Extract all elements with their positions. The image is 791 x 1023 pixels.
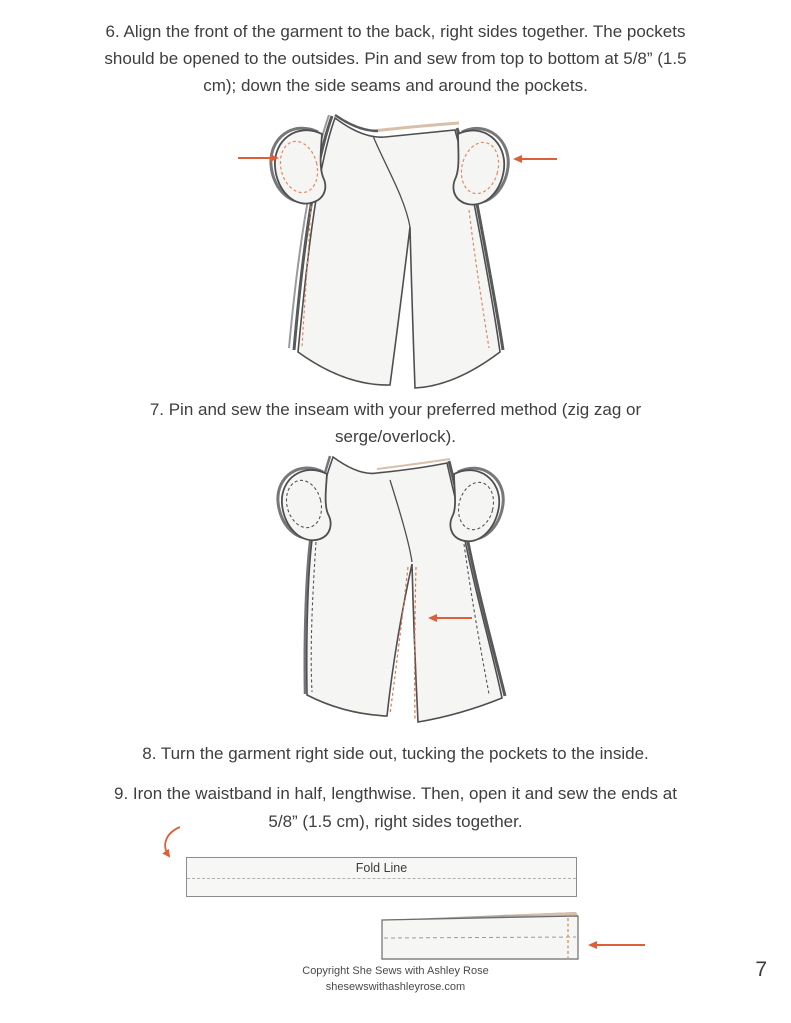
step-9-paragraph bbox=[0, 780, 791, 836]
copyright-line-2: shesewswithashleyrose.com bbox=[325, 981, 466, 993]
step-7-line-2: serge/overlock). bbox=[335, 427, 456, 446]
step-6-line-3: cm); down the side seams and around the pockets. bbox=[203, 76, 588, 95]
step-6-line-1: 6. Align the front of the garment to the back, right sides together. The pockets bbox=[105, 22, 686, 41]
step-6-paragraph bbox=[0, 18, 791, 99]
pants-pockets-out-diagram bbox=[213, 110, 583, 400]
step-8-paragraph bbox=[0, 740, 791, 767]
step-8-line-1: 8. Turn the garment right side out, tucking the pockets to the inside. bbox=[142, 744, 649, 763]
step-9-line-2: 5/8” (1.5 cm), right sides together. bbox=[268, 812, 523, 831]
copyright-line-1: Copyright She Sews with Ashley Rose bbox=[302, 965, 489, 977]
pants-inseam-diagram bbox=[232, 452, 577, 732]
fold-line-label: Fold Line bbox=[187, 858, 576, 879]
folded-waistband-diagram bbox=[378, 907, 658, 965]
copyright-block bbox=[0, 963, 791, 995]
step-7-paragraph bbox=[0, 396, 791, 450]
waistband-fold-line-diagram bbox=[186, 857, 577, 897]
step-9-line-1: 9. Iron the waistband in half, lengthwise. Then, open it and sew the ends at bbox=[114, 784, 677, 803]
step-7-line-1: 7. Pin and sew the inseam with your preferred method (zig zag or bbox=[149, 400, 642, 419]
page-number: 7 bbox=[755, 958, 767, 981]
step-6-line-2: should be opened to the outsides. Pin and sew from top to bottom at 5/8” (1.5 bbox=[104, 49, 687, 68]
